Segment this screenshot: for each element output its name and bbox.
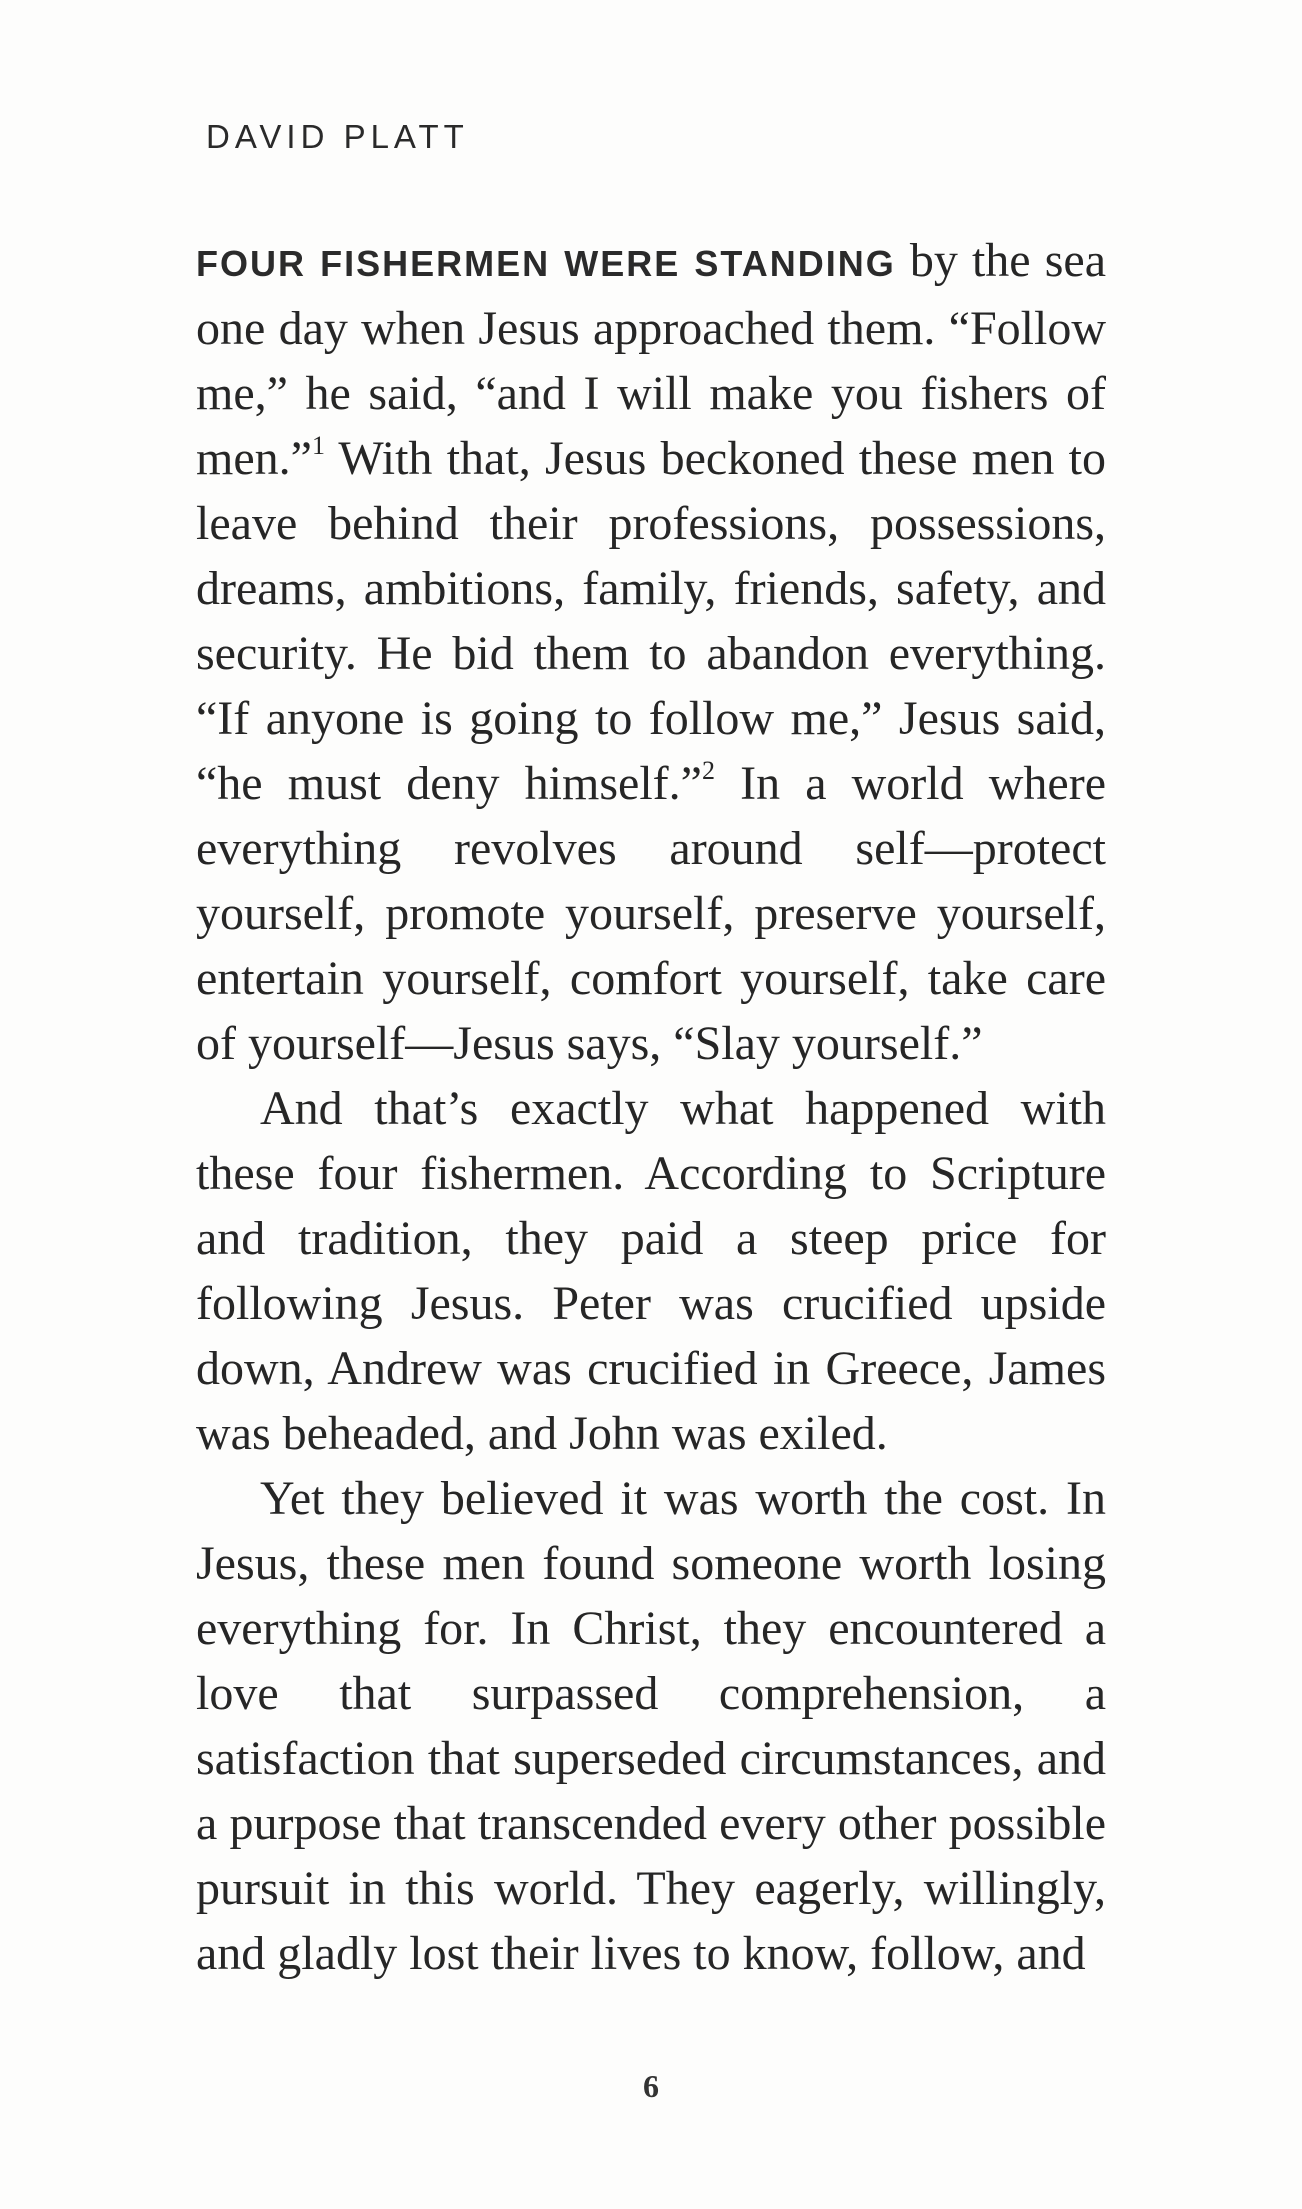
running-head-author: DAVID PLATT (206, 118, 469, 155)
paragraph-1-text-c: In a world where everything revolves around self—protect yourself, promote yourself, preserve yourself, entertain yourself, comfort yourself, take care of yourself—Jesus says, “Slay yourself.” (196, 757, 1107, 1070)
paragraph-1-text-b: With that, Jesus beckoned these men to leave behind their professions, possessions, dreams, ambitions, family, friends, safety, and security. He bid them to abandon everything. “If anyone is going to follow me,” Jesus said, “he must deny himself.” (196, 432, 1106, 810)
lead-in-small-caps: FOUR FISHERMEN WERE STANDING (196, 243, 896, 284)
paragraph-1 (196, 228, 1106, 1076)
footnote-marker-1: 1 (311, 431, 325, 460)
footnote-marker-2: 2 (701, 756, 715, 785)
paragraph-1-text-a: by the sea one day when Jesus approached them. “Follow me,” he said, “and I will make you fishers of men.” (196, 234, 1106, 485)
paragraph-3: Yet they believed it was worth the cost. In Jesus, these men found someone worth losing everything for. In Christ, they encountered a love that surpassed comprehension, a satisfaction that superseded circumstances, and a purpose that transcended every other possible pursuit in this world. They eagerly, willingly, and gladly lost their lives to know, follow, and (196, 1472, 1106, 1980)
page-number: 6 (643, 2068, 659, 2104)
body-text (196, 228, 1106, 1986)
paragraph-2: And that’s exactly what happened with these four fishermen. According to Scripture and tradition, they paid a steep price for following Jesus. Peter was crucified upside down, Andrew was crucified in Greece, James was beheaded, and John was exiled. (196, 1082, 1106, 1460)
